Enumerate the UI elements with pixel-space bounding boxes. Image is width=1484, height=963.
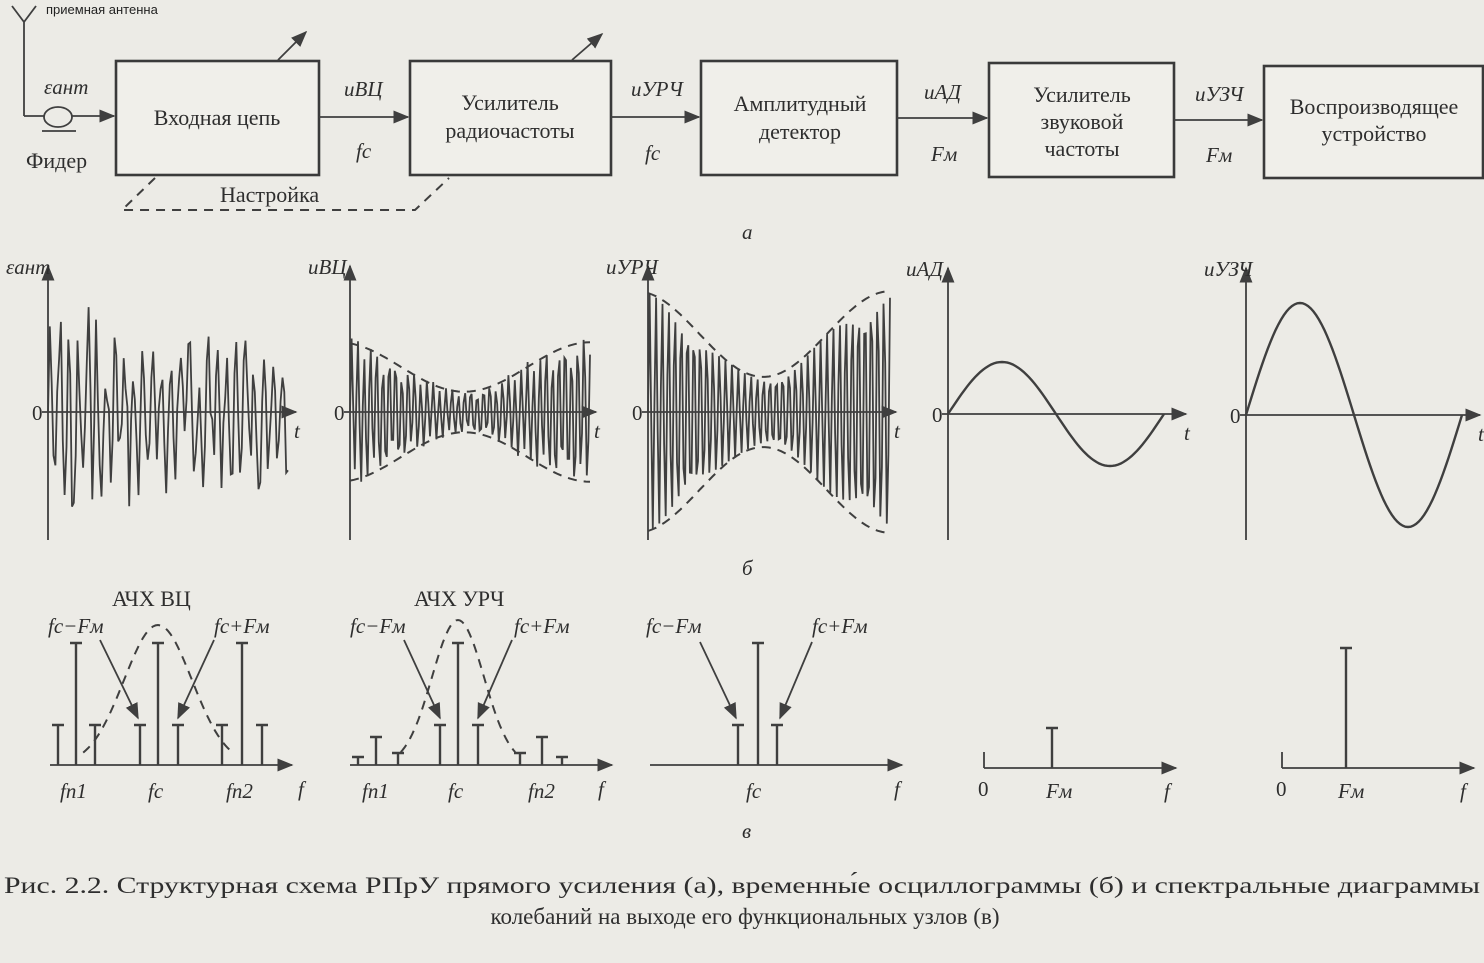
spectral-line <box>732 725 744 765</box>
u-urch-label: uУРЧ <box>631 77 683 101</box>
tuning-label: Настройка <box>220 182 320 207</box>
zero-label: 0 <box>632 401 643 425</box>
fm-label-2: Fм <box>1206 143 1233 167</box>
spectral-line <box>1046 728 1058 768</box>
t-label: t <box>1478 422 1484 446</box>
block-af-amplifier-line3: частоты <box>1044 136 1120 161</box>
block-rf-amplifier-line1: Усилитель <box>461 90 559 115</box>
f-label: f <box>1460 779 1466 803</box>
zero-label: 0 <box>1230 404 1241 428</box>
upper-sideband-label: fc+Fм <box>812 614 868 638</box>
spectral-line <box>52 725 64 765</box>
oscillogram-5 <box>1204 257 1484 540</box>
lower-sideband-label: fc−Fм <box>646 614 702 638</box>
t-label: t <box>894 419 900 443</box>
spectrum-vc <box>48 586 307 803</box>
spectral-line <box>1340 648 1352 768</box>
t-label: t <box>294 419 300 443</box>
oscillogram-3 <box>606 255 901 540</box>
fm-label: Fм <box>1046 779 1073 803</box>
spectral-line <box>514 753 526 765</box>
u-uzch-label: uУЗЧ <box>1195 82 1244 106</box>
spectrum-ad <box>978 728 1176 803</box>
spectral-line <box>172 725 184 765</box>
lower-sideband-label: fc−Fм <box>350 614 406 638</box>
block-input-circuit-label: Входная цепь <box>153 105 281 130</box>
spectral-line <box>70 643 82 765</box>
panel-letter-b: б <box>742 556 753 580</box>
pointer-arrow <box>780 642 812 718</box>
block-am-detector-line1: Амплитудный <box>733 91 867 116</box>
spectral-line <box>556 757 568 765</box>
antenna-label: приемная антенна <box>46 2 158 17</box>
spectrum-urch <box>350 586 612 803</box>
y-axis-label: uУЗЧ <box>1204 257 1253 281</box>
fm-label-1: Fм <box>931 142 958 166</box>
panel-letter-a: а <box>742 220 753 244</box>
antenna-icon <box>12 6 36 116</box>
spectral-line <box>752 643 764 765</box>
fc-label-2: fc <box>645 141 661 165</box>
f-label: f <box>1164 779 1170 803</box>
spectral-line <box>370 737 382 765</box>
y-axis-label: uВЦ <box>308 255 347 279</box>
oscillogram-2 <box>308 255 601 540</box>
y-axis-label: uУРЧ <box>606 255 658 279</box>
block-diagram <box>12 2 1483 244</box>
upper-sideband-label: fc+Fм <box>214 614 270 638</box>
spectral-line <box>472 725 484 765</box>
u-ad-label: uАД <box>924 80 961 104</box>
caption-line1: Рис. 2.2. Структурная схема РПрУ прямого усиления (а), временны́е осциллограммы (б) и спектральные диаграммы <box>4 873 1145 898</box>
zero-label: 0 <box>1276 777 1287 801</box>
fp1-label: fп1 <box>362 779 389 803</box>
feeder-icon <box>42 107 76 131</box>
zero-label: 0 <box>932 403 943 427</box>
spectral-line <box>236 643 248 765</box>
spectral-line <box>434 725 446 765</box>
achh-vc-label: АЧХ ВЦ <box>112 586 191 611</box>
spectral-line <box>452 643 464 765</box>
t-label: t <box>1184 421 1190 445</box>
f-label: f <box>298 777 304 801</box>
block-output-device-line2: устройство <box>1321 121 1427 146</box>
lower-sideband-label: fc−Fм <box>48 614 104 638</box>
pointer-arrow <box>700 642 736 718</box>
y-axis-label: εант <box>6 255 51 279</box>
zero-label: 0 <box>978 777 989 801</box>
fp2-label: fп2 <box>528 779 555 803</box>
pointer-arrow <box>100 640 138 718</box>
block-output-device-line1: Воспроизводящее <box>1289 94 1459 119</box>
tuning-arrow-2 <box>572 34 602 60</box>
zero-label: 0 <box>334 401 345 425</box>
block-af-amplifier-line2: звуковой <box>1040 109 1124 134</box>
spectral-line <box>536 737 548 765</box>
oscillograms <box>6 255 1484 540</box>
block-rf-amplifier-line2: радиочастоты <box>445 118 575 143</box>
panel-letter-v: в <box>742 819 752 843</box>
oscillogram-1 <box>6 255 301 540</box>
fm-label: Fм <box>1338 779 1365 803</box>
tuning-arrow-1 <box>278 32 306 60</box>
block-am-detector-line2: детектор <box>758 119 842 144</box>
spectral-line <box>392 753 404 765</box>
signal-trace <box>350 339 590 482</box>
fc-label-1: fc <box>356 139 372 163</box>
spectral-line <box>352 757 364 765</box>
spectral-line <box>771 725 783 765</box>
fc-label: fc <box>148 779 164 803</box>
e-ant-label: εант <box>44 75 89 99</box>
oscillogram-4 <box>906 257 1191 540</box>
block-af-amplifier-line1: Усилитель <box>1033 82 1131 107</box>
fp1-label: fп1 <box>60 779 87 803</box>
fp2-label: fп2 <box>226 779 253 803</box>
pointer-arrow <box>178 640 214 718</box>
spectrum-ad-input <box>646 614 903 803</box>
block-am-detector <box>701 61 897 175</box>
f-label: f <box>598 777 604 801</box>
t-label: t <box>594 419 600 443</box>
spectral-line <box>256 725 268 765</box>
spectra <box>48 586 1474 803</box>
upper-sideband-label: fc+Fм <box>514 614 570 638</box>
f-label: f <box>894 777 900 801</box>
y-axis-label: uАД <box>906 257 943 281</box>
fc-label: fc <box>448 779 464 803</box>
feeder-label: Фидер <box>26 148 88 173</box>
pointer-arrow <box>478 640 512 718</box>
caption-line2: колебаний на выходе его функциональных узлов (в) <box>490 904 1000 929</box>
u-vc-label: uВЦ <box>344 77 383 101</box>
spectral-line <box>152 643 164 765</box>
spectrum-uzch <box>1276 648 1474 803</box>
signal-trace <box>48 307 288 506</box>
spectral-line <box>89 725 101 765</box>
fc-label: fc <box>746 779 762 803</box>
spectral-line <box>134 725 146 765</box>
achh-urch-label: АЧХ УРЧ <box>414 586 505 611</box>
zero-label: 0 <box>32 401 43 425</box>
